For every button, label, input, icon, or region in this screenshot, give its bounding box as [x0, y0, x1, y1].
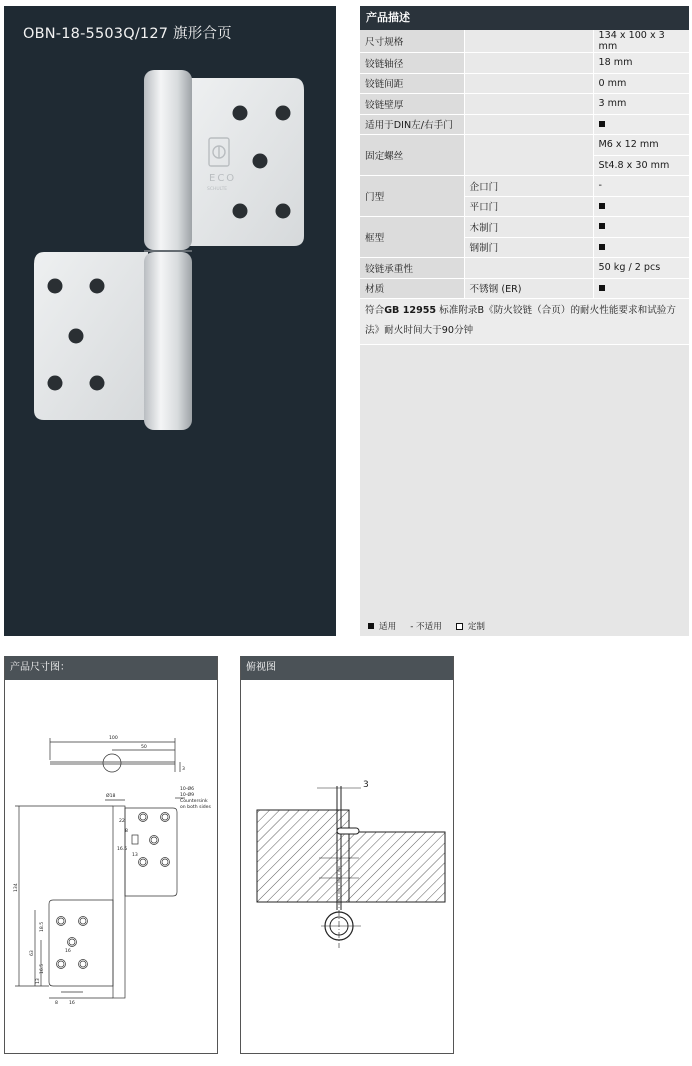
applicable-mark — [599, 203, 605, 209]
spec-value: 134 x 100 x 3 mm — [593, 30, 689, 53]
hole — [276, 106, 291, 121]
spec-label: 铰链壁厚 — [360, 94, 464, 115]
spec-panel — [360, 6, 689, 636]
lower-leaf — [34, 252, 148, 420]
top-view-panel — [240, 656, 454, 1054]
hole — [48, 279, 63, 294]
spec-label: 门型 — [360, 176, 464, 217]
dim-half: 50 — [141, 745, 147, 750]
table-row — [360, 217, 689, 238]
product-title: OBN-18-5503Q/127 旗形合页 — [23, 26, 232, 42]
hole — [90, 279, 105, 294]
thickness-label: 3 — [363, 780, 369, 790]
dim-16b: 16 — [69, 1001, 75, 1006]
barrel-bottom — [144, 252, 192, 430]
spec-label: 铰链承重性 — [360, 258, 464, 279]
hole — [48, 376, 63, 391]
dimension-panel — [4, 656, 218, 1054]
dim-16: 16 — [65, 949, 71, 954]
dim-width: 100 — [109, 736, 118, 741]
spec-value: M6 x 12 mm — [593, 135, 689, 156]
spec-value: 0 mm — [593, 73, 689, 94]
dim-cs1: Countersink — [180, 799, 208, 804]
spec-value: 3 mm — [593, 94, 689, 115]
spec-table — [360, 30, 689, 345]
hole — [276, 204, 291, 219]
hole — [69, 329, 84, 344]
spec-value: 18 mm — [593, 53, 689, 74]
dim-thick: 3 — [182, 767, 185, 772]
logo-text: ECO — [209, 173, 237, 184]
dim-63: 63 — [30, 950, 35, 956]
dimension-drawing — [5, 680, 217, 1053]
table-row — [360, 94, 689, 115]
legend: 适用 - 不适用 定制 — [368, 620, 485, 632]
table-row — [360, 278, 689, 299]
applicable-mark — [599, 244, 605, 250]
spec-label: 固定螺丝 — [360, 135, 464, 176]
spec-label: 框型 — [360, 217, 464, 258]
hole — [253, 154, 268, 169]
table-row — [360, 135, 689, 156]
spec-sublabel: 不锈钢 (ER) — [464, 278, 593, 299]
spec-sublabel: 木制门 — [464, 217, 593, 238]
dim-22: 22 — [119, 819, 125, 824]
dim-165: 16.5 — [117, 847, 128, 852]
product-photo-panel — [4, 6, 336, 636]
dim-pin: Ø18 — [106, 794, 116, 799]
spec-header: 产品描述 — [360, 6, 689, 30]
table-row — [360, 114, 689, 135]
dim-8b: 8 — [55, 1001, 58, 1006]
dim-13: 13 — [132, 853, 138, 858]
spec-label: 尺寸规格 — [360, 30, 464, 53]
table-row — [360, 30, 689, 53]
table-row — [360, 299, 689, 345]
dim-13b: 13 — [36, 978, 41, 984]
dim-cs2: on both sides — [180, 805, 211, 810]
dim-hole1: 10-Ø6 — [180, 787, 195, 792]
dim-8: 8 — [125, 829, 128, 834]
spec-value: 50 kg / 2 pcs — [593, 258, 689, 279]
hole — [90, 376, 105, 391]
spec-label: 适用于DIN左/右手门 — [360, 114, 464, 135]
dim-134: 134 — [14, 883, 19, 892]
spec-value: St4.8 x 30 mm — [593, 155, 689, 176]
spec-label: 材质 — [360, 278, 464, 299]
table-row — [360, 176, 689, 197]
top-view-header: 俯视图 — [241, 656, 453, 680]
not-applicable-legend: - 不适用 — [410, 622, 442, 632]
spec-label: 铰链轴径 — [360, 53, 464, 74]
applicable-mark — [599, 223, 605, 229]
dim-185: 18.5 — [40, 921, 45, 932]
applicable-legend-icon — [368, 623, 374, 629]
hole — [233, 204, 248, 219]
barrel-top — [144, 70, 192, 250]
spec-sublabel: 钢制门 — [464, 237, 593, 258]
applicable-mark — [599, 285, 605, 291]
table-row — [360, 53, 689, 74]
upper-leaf — [190, 78, 304, 246]
spec-value: - — [593, 176, 689, 197]
spec-label: 铰链间距 — [360, 73, 464, 94]
table-row — [360, 258, 689, 279]
hole — [233, 106, 248, 121]
standard-note: 符合GB 12955 标准附录B《防火铰链（合页）的耐火性能要求和试验方法》耐火时间大于90分钟 — [360, 299, 689, 345]
table-row — [360, 73, 689, 94]
dim-hole2: 10-Ø9 — [180, 793, 195, 798]
applicable-mark — [599, 121, 605, 127]
spec-sublabel: 平口门 — [464, 196, 593, 217]
hinge-photo — [4, 6, 336, 636]
custom-legend-icon — [456, 623, 463, 630]
dimension-header: 产品尺寸图： — [5, 656, 217, 680]
logo-subtext: SCHULTE — [207, 187, 228, 192]
dim-165b: 16.5 — [40, 963, 45, 974]
top-view-drawing — [241, 680, 453, 1053]
spec-sublabel: 企口门 — [464, 176, 593, 197]
